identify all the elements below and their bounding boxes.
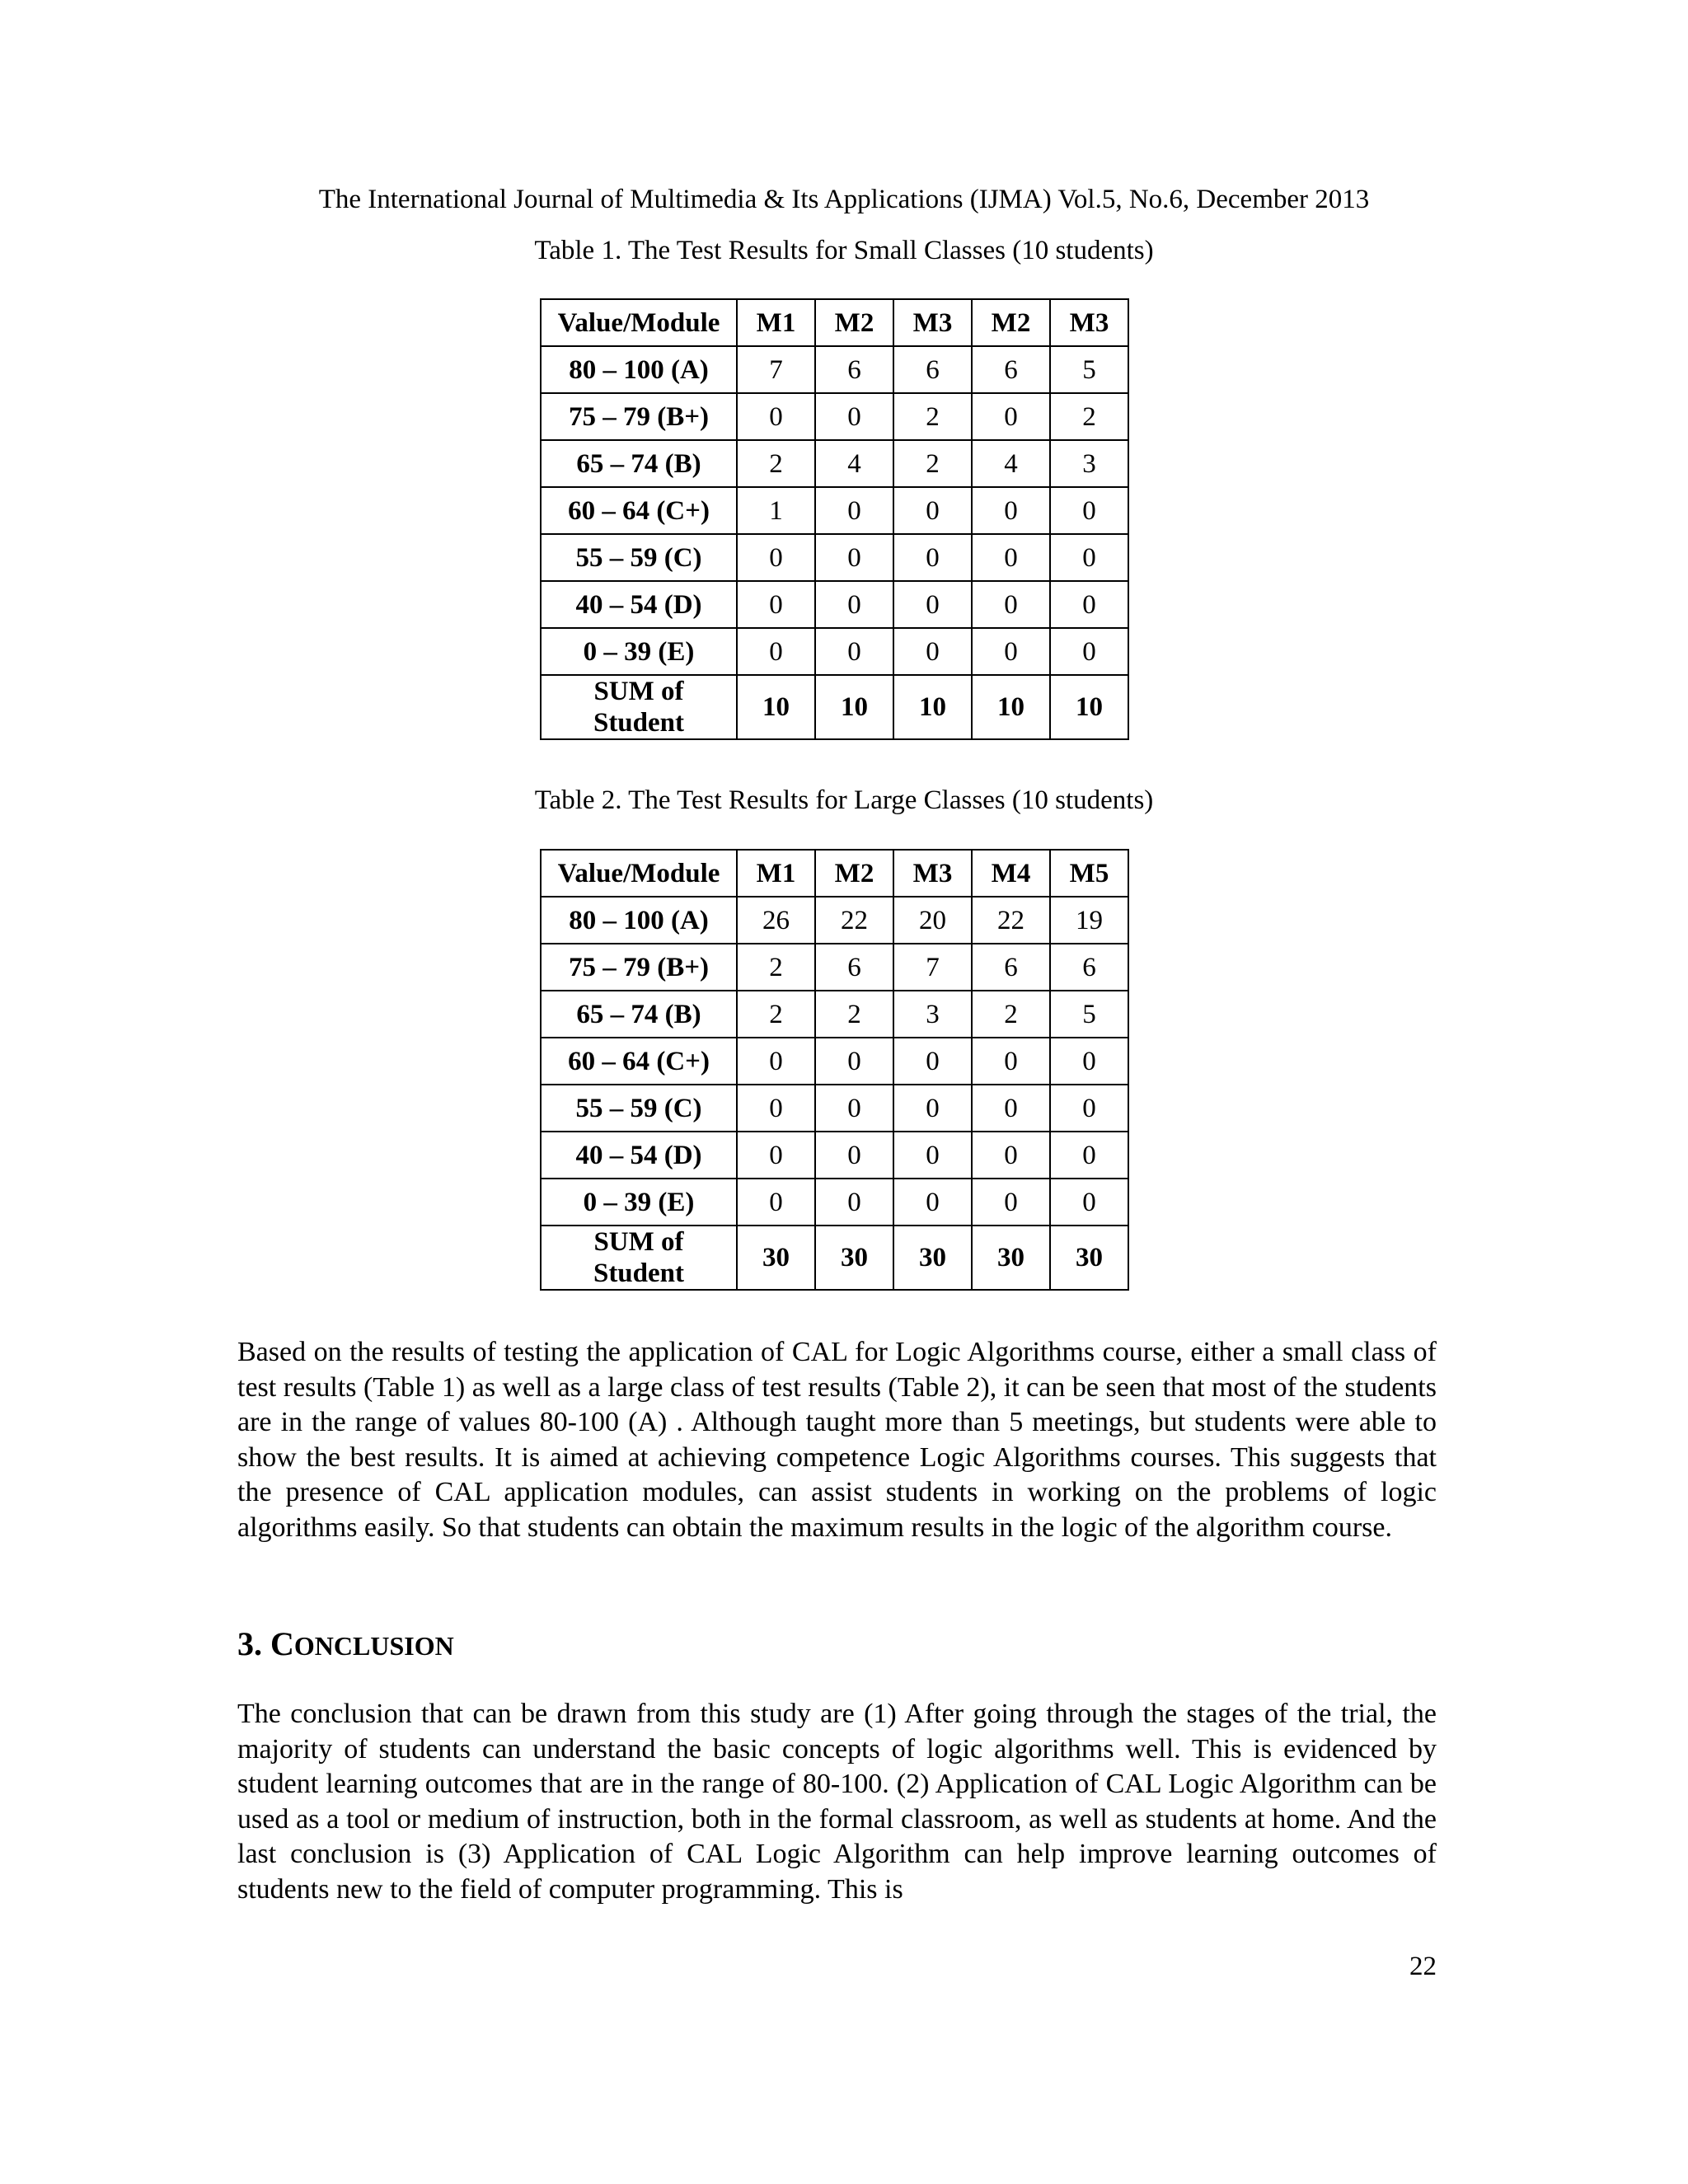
table-cell: 0: [815, 1085, 893, 1132]
table-cell: 6: [1050, 944, 1128, 991]
section-heading: [237, 1624, 454, 1666]
sum-label-line1: SUM of: [593, 1227, 684, 1257]
table-cell: 6: [972, 346, 1050, 393]
results-paragraph: Based on the results of testing the application of CAL for Logic Algorithms course, either a small class of test results (Table 1) as well as a large class of test results (Table 2), it can be seen that most of the students are in the range of values 80-100 (A) . Although taught more than 5 meetings, but students were able to show the best results. It is aimed at achieving competence Logic Algorithms courses. This suggests that the presence of CAL application modules, can assist students in working on the problems of logic algorithms easily. So that students can obtain the maximum results in the logic of the algorithm course.: [237, 1337, 1437, 1543]
table-row: [541, 534, 1128, 581]
table-cell: 3: [893, 991, 972, 1038]
section-title-rest: ONCLUSION: [293, 1631, 454, 1661]
table-cell: 0: [737, 1085, 815, 1132]
table-cell: 0: [893, 1132, 972, 1179]
table-row: [541, 487, 1128, 534]
table-cell: 5: [1050, 991, 1128, 1038]
row-label: 0 – 39 (E): [541, 628, 737, 675]
column-header: M5: [1050, 850, 1128, 897]
table-cell: 0: [893, 1038, 972, 1085]
table-cell: 0: [737, 1132, 815, 1179]
table-cell: 0: [815, 393, 893, 440]
table-cell: 0: [737, 581, 815, 628]
table-cell: 2: [815, 991, 893, 1038]
sum-label: [541, 1226, 737, 1290]
table-cell: 0: [1050, 1085, 1128, 1132]
row-label: 80 – 100 (A): [541, 897, 737, 944]
table-cell: 0: [815, 581, 893, 628]
conclusion-paragraph: The conclusion that can be drawn from this study are (1) After going through the stages of the trial, the majority of students can understand the basic concepts of logic algorithms well. This is evidenced by student learning outcomes that are in the range of 80-100. (2) Application of CAL Logic Algorithm can be used as a tool or medium of instruction, both in the formal classroom, as well as students at home. And the last conclusion is (3) Application of CAL Logic Algorithm can help improve learning outcomes of students new to the field of computer programming. This is: [237, 1699, 1437, 1905]
table-row: [541, 346, 1128, 393]
table-row: [541, 1038, 1128, 1085]
table-cell: 0: [972, 581, 1050, 628]
table-cell: 22: [972, 897, 1050, 944]
table-cell: 0: [815, 1038, 893, 1085]
table-cell: 6: [972, 944, 1050, 991]
table-cell: 0: [737, 1179, 815, 1226]
table-1: [540, 298, 1129, 740]
row-label: 65 – 74 (B): [541, 991, 737, 1038]
table-cell: 7: [737, 346, 815, 393]
table-row: [541, 897, 1128, 944]
row-label: 0 – 39 (E): [541, 1179, 737, 1226]
table-row: [541, 1179, 1128, 1226]
column-header: M3: [893, 850, 972, 897]
sum-label: [541, 675, 737, 739]
row-label: 80 – 100 (A): [541, 346, 737, 393]
table-cell: 0: [972, 1179, 1050, 1226]
sum-cell: 30: [737, 1226, 815, 1290]
table-cell: 2: [893, 393, 972, 440]
row-label: 60 – 64 (C+): [541, 1038, 737, 1085]
table-cell: 5: [1050, 346, 1128, 393]
section-title-initial: C: [270, 1625, 294, 1662]
table-cell: 2: [737, 440, 815, 487]
column-header: M3: [1050, 299, 1128, 346]
table-cell: 0: [972, 1132, 1050, 1179]
table-row: [541, 1132, 1128, 1179]
table-1-caption: Table 1. The Test Results for Small Classes (10 students): [534, 236, 1154, 265]
table-row: [541, 1085, 1128, 1132]
table-cell: 0: [1050, 1179, 1128, 1226]
table-row: [541, 440, 1128, 487]
sum-row: [541, 675, 1128, 739]
sum-cell: 10: [737, 675, 815, 739]
table-cell: 0: [737, 393, 815, 440]
sum-cell: 10: [972, 675, 1050, 739]
table-cell: 0: [737, 628, 815, 675]
table-cell: 6: [815, 346, 893, 393]
row-label: 40 – 54 (D): [541, 581, 737, 628]
column-header: M2: [972, 299, 1050, 346]
row-label: 75 – 79 (B+): [541, 393, 737, 440]
table-header-row: [541, 850, 1128, 897]
table-cell: 0: [972, 534, 1050, 581]
sum-cell: 10: [815, 675, 893, 739]
row-label: 55 – 59 (C): [541, 534, 737, 581]
table-row: [541, 944, 1128, 991]
sum-row: [541, 1226, 1128, 1290]
table-2-caption: Table 2. The Test Results for Large Classes (10 students): [534, 785, 1154, 815]
table-cell: 0: [815, 1179, 893, 1226]
column-header: Value/Module: [541, 299, 737, 346]
table-cell: 0: [815, 1132, 893, 1179]
sum-label-line1: SUM of: [593, 677, 684, 706]
table-cell: 19: [1050, 897, 1128, 944]
table-cell: 3: [1050, 440, 1128, 487]
table-cell: 1: [737, 487, 815, 534]
table-cell: 22: [815, 897, 893, 944]
table-cell: 0: [893, 534, 972, 581]
table-cell: 0: [893, 1179, 972, 1226]
table-cell: 0: [893, 628, 972, 675]
table-cell: 0: [737, 534, 815, 581]
table-cell: 6: [893, 346, 972, 393]
page-number: 22: [1409, 1952, 1437, 1981]
table-row: [541, 628, 1128, 675]
table-cell: 26: [737, 897, 815, 944]
row-label: 55 – 59 (C): [541, 1085, 737, 1132]
column-header: M2: [815, 299, 893, 346]
table-cell: 20: [893, 897, 972, 944]
table-cell: 0: [893, 581, 972, 628]
table-cell: 6: [815, 944, 893, 991]
column-header: M2: [815, 850, 893, 897]
row-label: 75 – 79 (B+): [541, 944, 737, 991]
sum-cell: 10: [893, 675, 972, 739]
table-2: [540, 849, 1129, 1291]
sum-cell: 10: [1050, 675, 1128, 739]
table-cell: 0: [972, 393, 1050, 440]
sum-cell: 30: [893, 1226, 972, 1290]
table-header-row: [541, 299, 1128, 346]
table-row: [541, 393, 1128, 440]
table-cell: 0: [893, 1085, 972, 1132]
table-cell: 0: [1050, 1132, 1128, 1179]
row-label: 60 – 64 (C+): [541, 487, 737, 534]
table-cell: 2: [893, 440, 972, 487]
table-cell: 7: [893, 944, 972, 991]
row-label: 40 – 54 (D): [541, 1132, 737, 1179]
column-header: Value/Module: [541, 850, 737, 897]
sum-label-line2: Student: [593, 1258, 685, 1288]
table-cell: 2: [1050, 393, 1128, 440]
column-header: M1: [737, 299, 815, 346]
table-cell: 0: [893, 487, 972, 534]
sum-label-line2: Student: [593, 708, 685, 738]
table-cell: 0: [815, 534, 893, 581]
table-row: [541, 581, 1128, 628]
table-cell: 4: [815, 440, 893, 487]
table-cell: 0: [1050, 1038, 1128, 1085]
table-cell: 0: [972, 1085, 1050, 1132]
table-cell: 2: [737, 944, 815, 991]
sum-cell: 30: [972, 1226, 1050, 1290]
table-cell: 4: [972, 440, 1050, 487]
table-cell: 2: [972, 991, 1050, 1038]
table-cell: 2: [737, 991, 815, 1038]
table-cell: 0: [1050, 487, 1128, 534]
column-header: M3: [893, 299, 972, 346]
row-label: 65 – 74 (B): [541, 440, 737, 487]
table-cell: 0: [815, 487, 893, 534]
table-cell: 0: [972, 487, 1050, 534]
column-header: M1: [737, 850, 815, 897]
table-cell: 0: [972, 628, 1050, 675]
table-cell: 0: [1050, 628, 1128, 675]
sum-cell: 30: [815, 1226, 893, 1290]
table-cell: 0: [815, 628, 893, 675]
table-row: [541, 991, 1128, 1038]
sum-cell: 30: [1050, 1226, 1128, 1290]
section-number: 3.: [237, 1625, 262, 1662]
table-cell: 0: [737, 1038, 815, 1085]
running-header: The International Journal of Multimedia & Its Applications (IJMA) Vol.5, No.6, December 2013: [318, 185, 1370, 214]
column-header: M4: [972, 850, 1050, 897]
table-cell: 0: [972, 1038, 1050, 1085]
table-cell: 0: [1050, 581, 1128, 628]
table-cell: 0: [1050, 534, 1128, 581]
